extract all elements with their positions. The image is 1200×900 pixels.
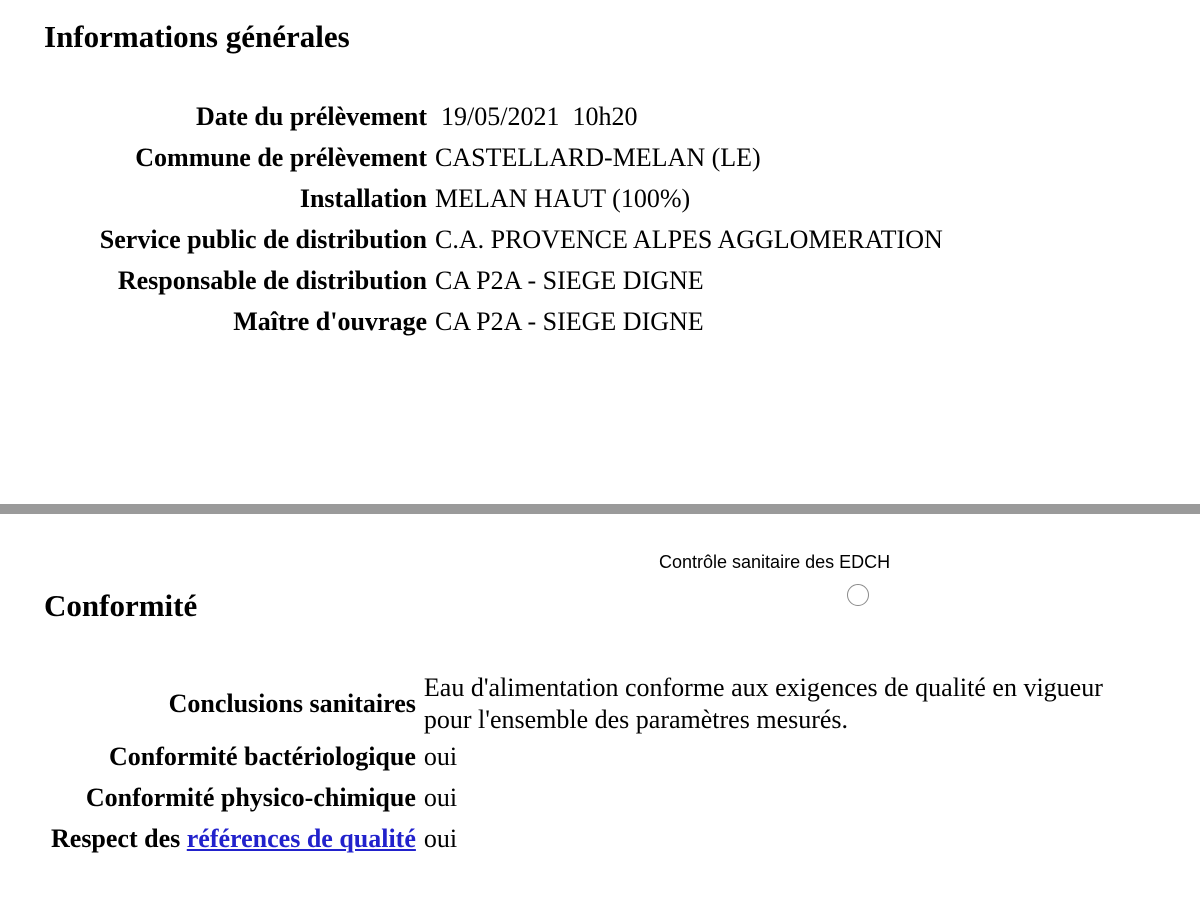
public-service-value: C.A. PROVENCE ALPES AGGLOMERATION [435, 224, 943, 254]
public-service-label: Service public de distribution [99, 224, 427, 254]
edch-control-radio[interactable] [847, 584, 869, 606]
general-info-table [47, 96, 947, 342]
project-owner-value: CA P2A - SIEGE DIGNE [435, 306, 704, 336]
quality-references-label [47, 818, 420, 859]
conclusions-label: Conclusions sanitaires [168, 689, 416, 718]
conformity-table [47, 672, 1118, 859]
conformity-heading: Conformité [44, 588, 198, 623]
table-row [47, 818, 1118, 859]
quality-references-value: oui [423, 823, 458, 853]
table-row [47, 219, 947, 260]
conclusions-value: Eau d'alimentation conforme aux exigences de qualité en vigueur pour l'ensemble des paramètres mesurés. [423, 673, 1103, 734]
general-info-heading: Informations générales [44, 19, 350, 54]
table-row [47, 777, 1118, 818]
section-divider [0, 504, 1200, 514]
table-row [47, 137, 947, 178]
installation-value: MELAN HAUT (100%) [435, 183, 691, 213]
commune-value: CASTELLARD-MELAN (LE) [435, 142, 761, 172]
table-row [47, 736, 1118, 777]
sample-date-value: 19/05/2021 10h20 [441, 101, 638, 131]
distribution-manager-value: CA P2A - SIEGE DIGNE [435, 265, 704, 295]
table-row [47, 301, 947, 342]
quality-references-prefix: Respect des [51, 823, 181, 853]
quality-references-link[interactable]: références de qualité [186, 823, 416, 853]
physico-value: oui [423, 782, 458, 812]
installation-label: Installation [299, 183, 427, 213]
edch-control-label: Contrôle sanitaire des EDCH [659, 552, 891, 572]
table-row [47, 96, 947, 137]
table-row [47, 178, 947, 219]
table-row [47, 260, 947, 301]
commune-label: Commune de prélèvement [135, 142, 427, 172]
physico-label: Conformité physico-chimique [85, 782, 416, 812]
project-owner-label: Maître d'ouvrage [233, 306, 427, 336]
table-row [47, 672, 1118, 736]
distribution-manager-label: Responsable de distribution [117, 265, 427, 295]
bacterio-label: Conformité bactériologique [109, 741, 416, 771]
bacterio-value: oui [423, 741, 458, 771]
sample-date-label: Date du prélèvement [195, 101, 427, 131]
